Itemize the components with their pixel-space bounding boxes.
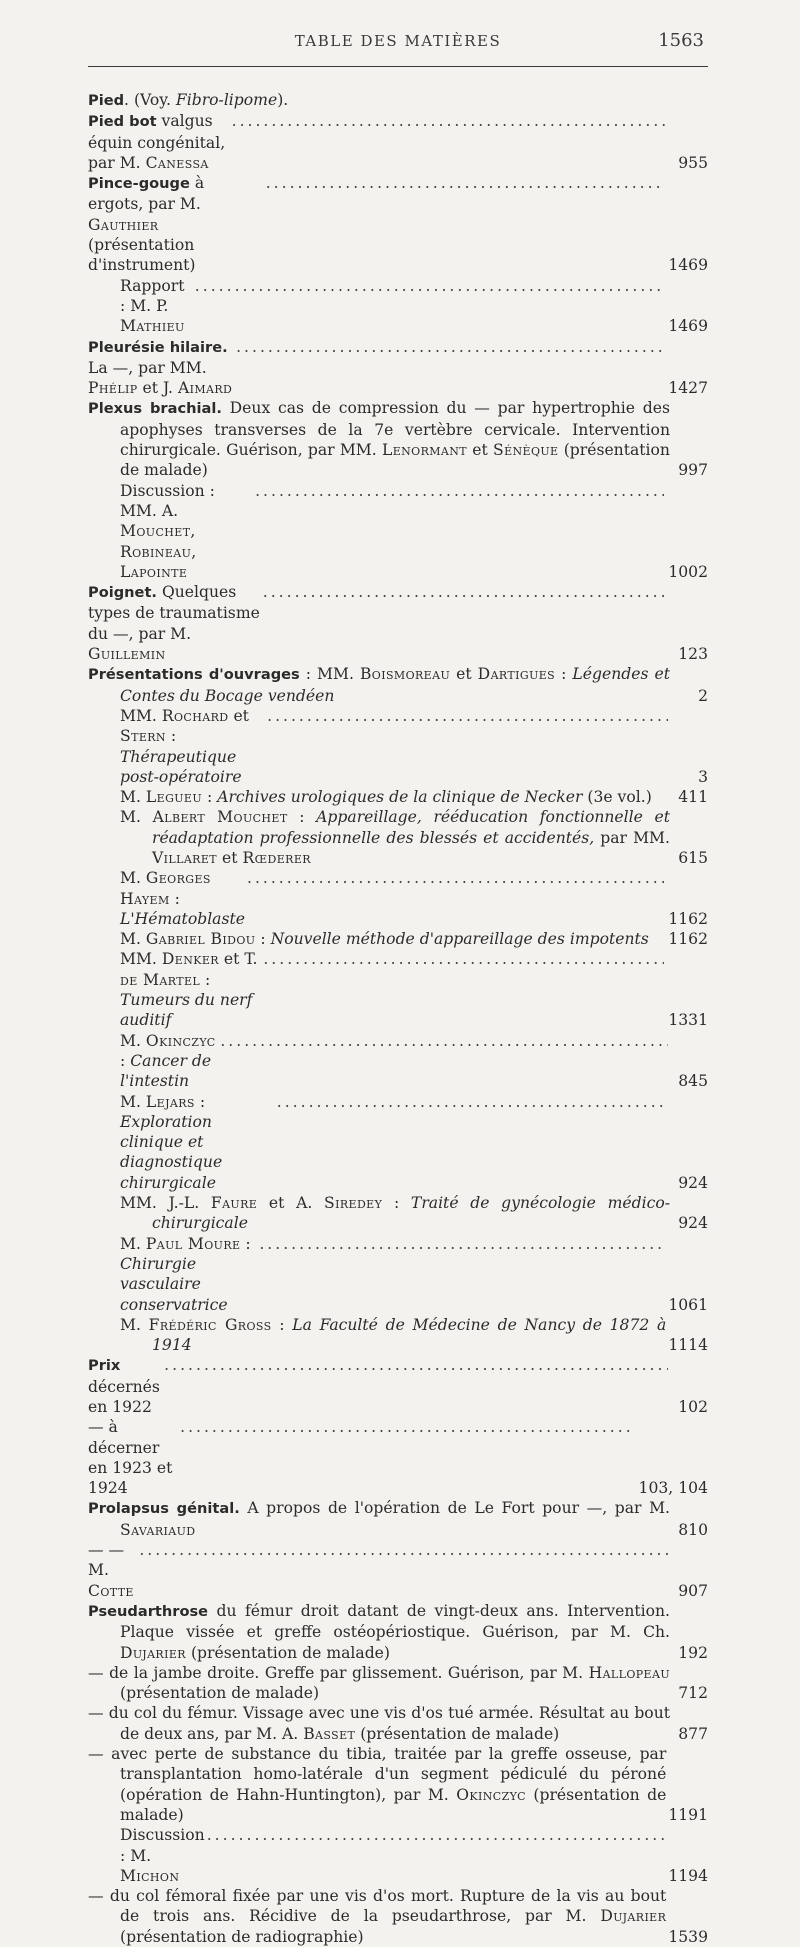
toc-entry: Discussion : MM. A. Mouchet, Robineau, Lapointe ..... 1002 — [88, 481, 708, 582]
toc-entry: — avec perte de substance du tibia, traitée par la greffe osseuse, par transplantation homo-latérale d'un segment pédiculé du péroné (opération de Hahn-Huntington), par M. Okinczyc (présentation de malade) 1191 — [88, 1745, 708, 1824]
page-ref: 615 — [678, 848, 708, 867]
toc-entry: M. Albert Mouchet : Appareillage, rééducation fonctionnelle et réadaptation professionnelle des blessés et accidentés, par MM. Villaret et Rœderer 615 — [120, 808, 708, 867]
page-ref: 1162 — [668, 909, 708, 928]
toc-entry: — — M. Cotte ..... 907 — [88, 1540, 708, 1601]
page-ref: 103, 104 — [638, 1479, 708, 1498]
page-ref: 845 — [678, 1072, 708, 1091]
toc-entry: Poignet. Quelques types de traumatisme du —, par M. Guillemin ..... 123 — [88, 582, 708, 664]
toc-entry: Pince-gouge à ergots, par M. Gauthier (présentation d'instrument) ..... 1469 — [88, 173, 708, 275]
toc-entry: Plexus brachial. Deux cas de compression du — par hypertrophie des apophyses transverses de la 7e vertèbre cervicale. Intervention chirurgicale. Guérison, par MM. Lenormant et Sénèque (présentation de malade) 997 — [88, 399, 708, 480]
toc-entry: M. Lejars : Exploration clinique et diagnostique chirurgicale ..... 924 — [88, 1092, 708, 1193]
page-number: 1563 — [658, 30, 704, 51]
page-ref: 192 — [678, 1643, 708, 1662]
page-ref: 411 — [678, 788, 708, 807]
toc-entry: — du col fémoral fixée par une vis d'os mort. Rupture de la vis au bout de trois ans. Récidive de la pseudarthrose, par M. Dujarier (présentation de radiographie) 1539 — [88, 1887, 708, 1946]
page-ref: 924 — [678, 1173, 708, 1192]
page-ref: 1469 — [668, 317, 708, 336]
page-ref: 1114 — [668, 1336, 708, 1355]
page-ref: 955 — [678, 153, 708, 172]
toc-entry: — de la jambe droite. Greffe par glissement. Guérison, par M. Hallopeau (présentation de malade) 712 — [88, 1663, 708, 1703]
toc-entry: M. Gabriel Bidou : Nouvelle méthode d'appareillage des impotents 1162 — [120, 930, 708, 949]
page-ref: 3 — [698, 767, 708, 786]
toc-entry: Présentations d'ouvrages : MM. Boismoreau et Dartigues : Légendes et Contes du Bocage vendéen 2 — [88, 665, 708, 705]
page-ref: 1002 — [668, 562, 708, 581]
toc-entry: MM. J.-L. Faure et A. Siredey : Traité de gynécologie médico-chirurgicale 924 — [120, 1194, 708, 1233]
page-ref: 1061 — [668, 1295, 708, 1314]
page-ref: 924 — [678, 1214, 708, 1233]
toc-entry: MM. Denker et T. de Martel : Tumeurs du nerf auditif ..... 1331 — [88, 949, 708, 1030]
toc-entry: Prolapsus génital. A propos de l'opération de Le Fort pour —, par M. Savariaud 810 — [88, 1499, 708, 1539]
page-ref: 1194 — [668, 1866, 708, 1885]
toc-entry: Discussion : M. Michon ..... 1194 — [88, 1825, 708, 1886]
page-ref: 877 — [678, 1724, 708, 1743]
page-ref: 2 — [698, 686, 708, 705]
toc-entry: Pleurésie hilaire. La —, par MM. Phélip et J. Aimard ..... 1427 — [88, 337, 708, 399]
page-ref: 907 — [678, 1581, 708, 1600]
toc-entry: M. Okinczyc : Cancer de l'intestin ..... 845 — [88, 1031, 708, 1092]
toc-entry: Pied bot valgus équin congénital, par M. Canessa ..... 955 — [88, 111, 708, 173]
page-ref: 810 — [678, 1520, 708, 1539]
toc-entry: Rapport : M. P. Mathieu ..... 1469 — [88, 276, 708, 337]
toc-entry: — du col du fémur. Vissage avec une vis d'os tué armée. Résultat au bout de deux ans, par M. A. Basset (présentation de malade) 877 — [88, 1704, 708, 1743]
page-ref: 1539 — [668, 1927, 708, 1946]
page-header — [88, 26, 708, 67]
toc-entry: M. Georges Hayem : L'Hématoblaste ..... 1162 — [88, 868, 708, 929]
table-of-contents — [88, 90, 708, 1947]
toc-entry: — à décerner en 1923 et 1924 ..... 103, 104 — [88, 1417, 708, 1498]
toc-entry: Prix décernés en 1922 ..... 102 — [88, 1355, 708, 1417]
page-ref: 102 — [678, 1398, 708, 1416]
page-ref: 712 — [678, 1684, 708, 1703]
running-title: TABLE DES MATIÈRES — [294, 32, 502, 50]
toc-entry: MM. Rochard et Stern : Thérapeutique post-opératoire ..... 3 — [88, 706, 708, 787]
toc-entry: Pseudarthrose du fémur droit datant de vingt-deux ans. Intervention. Plaque vissée et greffe ostéopériostique. Guérison, par M. Ch. Dujarier (présentation de malade) 192 — [88, 1601, 708, 1662]
page-ref: 123 — [678, 645, 708, 664]
toc-entry: M. Legueu : Archives urologiques de la clinique de Necker (3e vol.) 411 — [120, 788, 708, 807]
toc-entry: Pied. (Voy. Fibro-lipome). — [88, 91, 289, 109]
toc-entry: M. Paul Moure : Chirurgie vasculaire conservatrice ..... 1061 — [88, 1234, 708, 1315]
page-ref: 1191 — [668, 1805, 708, 1824]
page-ref: 1162 — [668, 930, 708, 949]
toc-entry: M. Frédéric Gross : La Faculté de Médecine de Nancy de 1872 à 1914 1114 — [120, 1315, 708, 1355]
page-ref: 997 — [678, 461, 708, 480]
page-ref: 1469 — [668, 256, 708, 275]
page-ref: 1427 — [668, 379, 708, 398]
page-ref: 1331 — [668, 1011, 708, 1030]
